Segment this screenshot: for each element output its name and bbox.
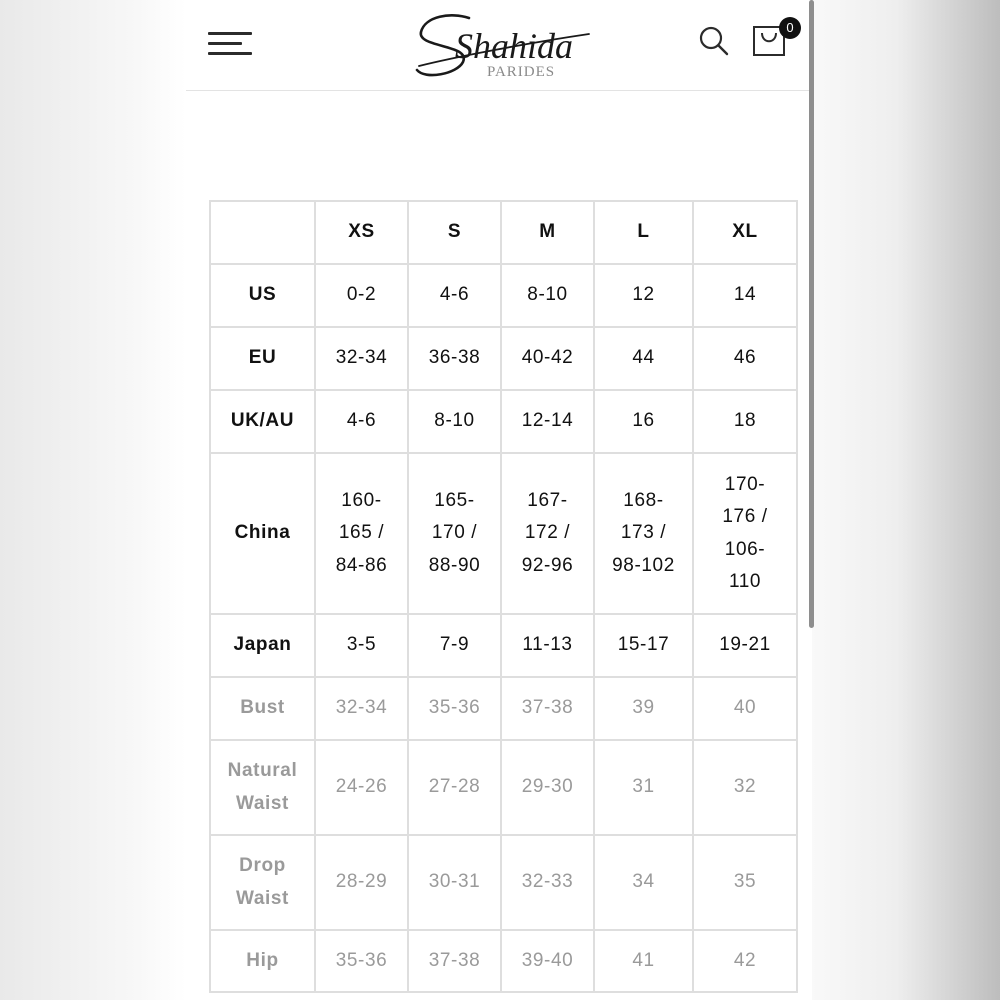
table-row-eu [210, 327, 797, 390]
table-cell: 3-5 [315, 614, 408, 677]
table-cell: 29-30 [501, 740, 594, 835]
table-cell: 170- 176 / 106- 110 [693, 453, 797, 614]
size-chart-table [209, 200, 798, 993]
table-cell: 8-10 [408, 390, 501, 453]
table-row-natural-waist [210, 740, 797, 835]
table-cell: 37-38 [408, 930, 501, 992]
table-cell: 34 [594, 835, 693, 930]
table-cell: 160- 165 / 84-86 [315, 453, 408, 614]
row-label: Natural Waist [210, 740, 315, 835]
table-cell: 39 [594, 677, 693, 740]
row-label: Hip [210, 930, 315, 992]
header-cell-xs: XS [315, 201, 408, 264]
row-label: UK/AU [210, 390, 315, 453]
table-cell: 40 [693, 677, 797, 740]
table-row-china [210, 453, 797, 614]
size-header-row [210, 201, 797, 264]
site-header [186, 0, 812, 91]
header-cell-s: S [408, 201, 501, 264]
table-cell: 7-9 [408, 614, 501, 677]
table-cell: 19-21 [693, 614, 797, 677]
table-cell: 12 [594, 264, 693, 327]
table-cell: 11-13 [501, 614, 594, 677]
table-cell: 32 [693, 740, 797, 835]
logo-script-text: Shahida [455, 26, 574, 66]
table-cell: 28-29 [315, 835, 408, 930]
cart-count-badge[interactable]: 0 [779, 17, 801, 39]
table-cell: 18 [693, 390, 797, 453]
table-row-bust [210, 677, 797, 740]
table-cell: 168- 173 / 98-102 [594, 453, 693, 614]
table-cell: 32-34 [315, 327, 408, 390]
table-cell: 0-2 [315, 264, 408, 327]
row-label: US [210, 264, 315, 327]
background-right [812, 0, 1000, 1000]
table-cell: 40-42 [501, 327, 594, 390]
table-row-us [210, 264, 797, 327]
row-label: China [210, 453, 315, 614]
header-cell-empty [210, 201, 315, 264]
table-cell: 27-28 [408, 740, 501, 835]
table-cell: 32-33 [501, 835, 594, 930]
logo-subtitle: PARIDES [487, 64, 556, 80]
page [186, 0, 812, 1000]
table-cell: 35-36 [408, 677, 501, 740]
table-cell: 24-26 [315, 740, 408, 835]
table-cell: 42 [693, 930, 797, 992]
header-cell-xl: XL [693, 201, 797, 264]
table-row-ukau [210, 390, 797, 453]
table-cell: 4-6 [315, 390, 408, 453]
table-cell: 32-34 [315, 677, 408, 740]
header-cell-m: M [501, 201, 594, 264]
table-cell: 46 [693, 327, 797, 390]
table-cell: 16 [594, 390, 693, 453]
table-cell: 14 [693, 264, 797, 327]
row-label: Bust [210, 677, 315, 740]
brand-logo[interactable] [411, 4, 596, 84]
menu-icon[interactable] [208, 30, 254, 60]
table-row-drop-waist [210, 835, 797, 930]
table-cell: 35 [693, 835, 797, 930]
table-row-hip [210, 930, 797, 992]
table-cell: 12-14 [501, 390, 594, 453]
row-label: Japan [210, 614, 315, 677]
table-cell: 36-38 [408, 327, 501, 390]
table-cell: 31 [594, 740, 693, 835]
table-cell: 30-31 [408, 835, 501, 930]
page-scrollbar[interactable] [809, 0, 814, 628]
table-cell: 167- 172 / 92-96 [501, 453, 594, 614]
table-cell: 8-10 [501, 264, 594, 327]
search-icon[interactable] [698, 25, 730, 57]
background-left [0, 0, 186, 1000]
row-label: EU [210, 327, 315, 390]
table-cell: 41 [594, 930, 693, 992]
table-cell: 4-6 [408, 264, 501, 327]
table-cell: 44 [594, 327, 693, 390]
table-cell: 37-38 [501, 677, 594, 740]
table-cell: 165- 170 / 88-90 [408, 453, 501, 614]
table-row-japan [210, 614, 797, 677]
header-cell-l: L [594, 201, 693, 264]
table-cell: 35-36 [315, 930, 408, 992]
table-cell: 39-40 [501, 930, 594, 992]
row-label: Drop Waist [210, 835, 315, 930]
table-cell: 15-17 [594, 614, 693, 677]
